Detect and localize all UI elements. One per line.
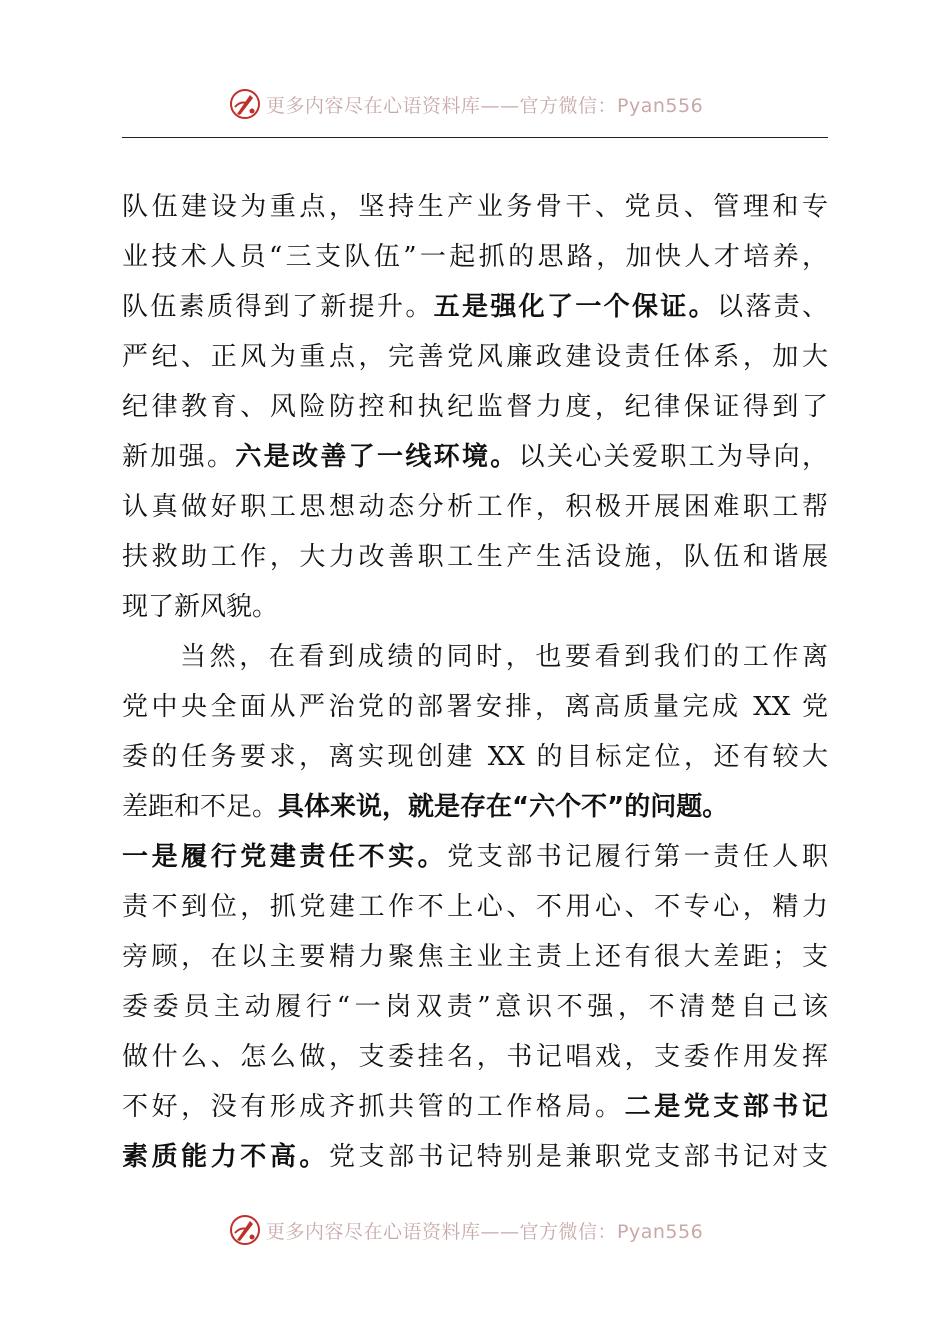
text-line — [122, 732, 828, 782]
body-text-run: 队伍素质得到了新提升。 — [122, 292, 434, 322]
text-line — [122, 782, 828, 832]
text-line — [122, 882, 828, 932]
bold-heading-text: 六是改善了一线环境。 — [235, 442, 519, 472]
body-text-run: 以关心关爱职工为导向， — [518, 442, 828, 472]
header-wechat-id: Pyan556 — [617, 94, 704, 117]
body-text-run: 党支部书记特别是兼职党支部书记对支 — [328, 1142, 828, 1172]
body-text-run: 新加强。 — [122, 442, 236, 472]
text-line — [122, 982, 828, 1032]
body-text-run: 责不到位，抓党建工作不上心、不用心、不专心，精力 — [122, 892, 828, 922]
body-text-run: 认真做好职工思想动态分析工作，积极开展困难职工帮 — [122, 492, 828, 522]
bold-heading-text: 二是党支部书记 — [624, 1092, 828, 1122]
body-text-run: 队伍建设为重点，坚持生产业务骨干、党员、管理和专 — [122, 192, 828, 222]
text-line — [122, 232, 828, 282]
body-text-run: 扶救助工作，大力改善职工生产生活设施，队伍和谐展 — [122, 542, 828, 572]
body-text-run: 党中央全面从严治党的部署安排，离高质量完成 XX 党 — [122, 692, 828, 722]
header-banner-text: 更多内容尽在心语资料库——官方微信： — [266, 94, 618, 117]
body-text-run: 旁顾，在以主要精力聚焦主业主责上还有很大差距；支 — [122, 942, 828, 972]
body-text-run: 不好，没有形成齐抓共管的工作格局。 — [122, 1092, 625, 1122]
body-text-run: 党支部书记履行第一责任人职 — [447, 842, 828, 872]
text-line — [122, 1082, 828, 1132]
text-line — [122, 582, 828, 632]
text-line — [122, 182, 828, 232]
text-line — [122, 932, 828, 982]
body-text-run: 业技术人员“三支队伍”一起抓的思路，加快人才培养， — [122, 242, 828, 272]
body-text-run: 严纪、正风为重点，完善党风廉政建设责任体系，加大 — [122, 342, 828, 372]
text-line — [122, 482, 828, 532]
body-text-run: 以落责、 — [716, 292, 828, 322]
body-text-run: 当然，在看到成绩的同时，也要看到我们的工作离 — [180, 642, 828, 672]
text-line — [122, 1132, 828, 1182]
header-rule — [122, 137, 828, 138]
header-banner — [228, 84, 703, 124]
text-line — [122, 382, 828, 432]
text-line — [122, 1032, 828, 1082]
bold-heading-text: 五是强化了一个保证。 — [433, 292, 717, 322]
text-line — [122, 332, 828, 382]
body-text-run: 做什么、怎么做，支委挂名，书记唱戏，支委作用发挥 — [122, 1042, 828, 1072]
footer-wechat-id: Pyan556 — [617, 1220, 704, 1243]
footer-banner — [228, 1210, 703, 1250]
text-line — [122, 632, 828, 682]
body-text-run: 纪律教育、风险防控和执纪监督力度，纪律保证得到了 — [122, 392, 828, 422]
body-text-run: 差距和不足。 — [122, 792, 279, 822]
footer-banner-text: 更多内容尽在心语资料库——官方微信： — [266, 1220, 618, 1243]
bold-heading-text: 一是履行党建责任不实。 — [122, 842, 448, 872]
text-line — [122, 532, 828, 582]
body-text-run: 现了新风貌。 — [122, 592, 279, 622]
text-line — [122, 832, 828, 882]
body-text — [122, 182, 828, 1182]
text-line — [122, 682, 828, 732]
text-line — [122, 282, 828, 332]
bold-heading-text: 素质能力不高。 — [122, 1142, 329, 1172]
bold-heading-text: 具体来说，就是存在“六个不”的问题。 — [278, 792, 729, 822]
quill-logo-icon — [228, 87, 262, 121]
body-text-run: 委的任务要求，离实现创建 XX 的目标定位，还有较大 — [122, 742, 828, 772]
text-line — [122, 432, 828, 482]
quill-logo-icon — [228, 1213, 262, 1247]
body-text-run: 委委员主动履行“一岗双责”意识不强，不清楚自己该 — [122, 992, 828, 1022]
